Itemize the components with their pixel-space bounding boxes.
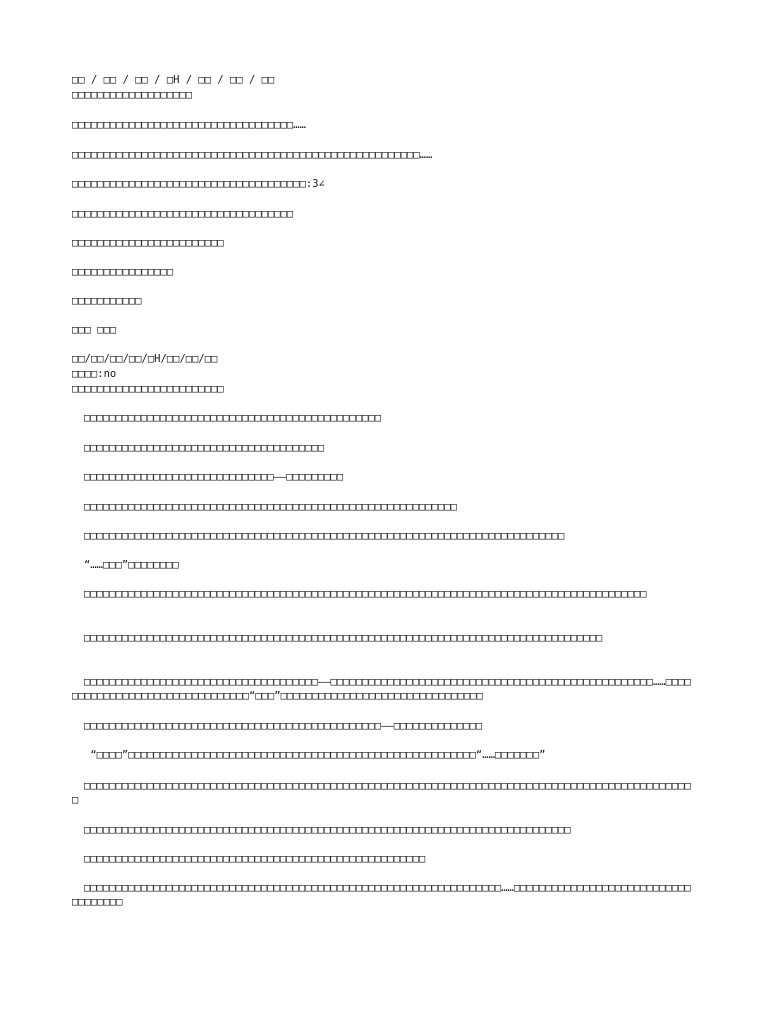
paragraph: “□□□□”□□□□□□□□□□□□□□□□□□□□□□□□□□□□□□□□□□□□□□□□□□□□□□□□□□□□□□□“……□□□□□□□” bbox=[84, 749, 546, 761]
subtitle: □□□□□□□□□□□□□□□□□□□□□□□□ bbox=[72, 383, 224, 395]
text-line: □□□□□□□□□□□ bbox=[72, 295, 142, 307]
paragraph: “……□□□”□□□□□□□□ bbox=[84, 559, 179, 571]
paragraph: □□□□□□□□□□□□□□□□□□□□□□□□□□□□□□□□□□□□□□□□□□□□□□□——□□□□□□□□□□□□□□ bbox=[84, 720, 483, 732]
paragraph: □□□□□□□□□□□□□□□□□□□□□□□□□□□□□□□□□□□□□——□□□□□□□□□□□□□□□□□□□□□□□□□□□□□□□□□□□□□□□□□□□□□□□□□□□……□□□□□□□□□□□□□□□□□□□□□□□□□□□□□□□□“□□□”□□□□□□□□□□□□□□□□□□□□□□□□□□□□□□□□ bbox=[72, 676, 691, 702]
paragraph: □□□□□□□□□□□□□□□□□□□□□□□□□□□□□□□□□□□□□□□□□□□□□□□□□□□□□□□□□□□□□□□□□□□□□□□□□□□□□□□□□□□□□□□□□ bbox=[84, 588, 647, 600]
text-line: □□□□□□□□□□□□□□□□□□□□□□□□□□□□□□□□□□□□□□□□□□□□□□□□□□□□□□□…… bbox=[72, 149, 433, 161]
tag-line: □□ / □□ / □□ / □H / □□ / □□ / □□ bbox=[72, 74, 275, 86]
paragraph: □□□□□□□□□□□□□□□□□□□□□□□□□□□□□□□□□□□□□□□□□□□□□□□□□□□□□□□□□□□□□□□□□□……□□□□□□□□□□□□□□□□□□□□□□□□□□□□□□□□□□□□ bbox=[72, 882, 691, 908]
text-line: □□□□□□□□□□□□□□□□□□□□□□□□□□□□□□□□□□□ bbox=[72, 208, 294, 220]
paragraph: □□□□□□□□□□□□□□□□□□□□□□□□□□□□□□□□□□□□□□□□□□□□□□□□□□□□□□□□□□□□□□□□□□□□□□□□□□□□□ bbox=[84, 824, 571, 836]
tag-line: □□/□□/□□/□□/□H/□□/□□/□□ bbox=[72, 353, 218, 365]
text-line: □□□ □□□ bbox=[72, 324, 117, 336]
paragraph: □□□□□□□□□□□□□□□□□□□□□□□□□□□□□□□□□□□□□□□□□□□□□□□□□□□□□□□□□□□□□□□□□□□□□□□□□□□□□□□□□□□□□□□□□□□□□□□□□ bbox=[72, 780, 691, 806]
paragraph: □□□□□□□□□□□□□□□□□□□□□□□□□□□□□□□□□□□□□□□□□□□□□□□□□□□□□□□□□□□□□□□□□□□□□□□□□□□□ bbox=[84, 530, 565, 542]
text-line: □□□□□□□□□□□□□□□□□□□□□□□□ bbox=[72, 237, 224, 249]
subtitle: □□□□□□□□□□□□□□□□□□□ bbox=[72, 89, 193, 101]
paragraph: □□□□□□□□□□□□□□□□□□□□□□□□□□□□□□□□□□□□□□□□□□□□□□□□□□□□□□□□□□□ bbox=[84, 501, 457, 513]
paragraph: □□□□□□□□□□□□□□□□□□□□□□□□□□□□□□□□□□□□□□□□□□□□□□□□□□□□□□ bbox=[84, 853, 426, 865]
text-line: □□□□□□□□□□□□□□□□□□□□□□□□□□□□□□□□□□□□□:3∠ bbox=[72, 178, 325, 190]
meta-line: □□□□:no bbox=[72, 368, 117, 380]
paragraph: □□□□□□□□□□□□□□□□□□□□□□□□□□□□□□——□□□□□□□□□ bbox=[84, 471, 344, 483]
text-line: □□□□□□□□□□□□□□□□□□□□□□□□□□□□□□□□□□□…… bbox=[72, 119, 306, 131]
paragraph: □□□□□□□□□□□□□□□□□□□□□□□□□□□□□□□□□□□□□□□□□□□□□□□□□□□□□□□□□□□□□□□□□□□□□□□□□□□□□□□□□□ bbox=[84, 632, 603, 644]
paragraph: □□□□□□□□□□□□□□□□□□□□□□□□□□□□□□□□□□□□□□□□□□□□□□□ bbox=[84, 412, 382, 424]
text-line: □□□□□□□□□□□□□□□□ bbox=[72, 266, 174, 278]
paragraph: □□□□□□□□□□□□□□□□□□□□□□□□□□□□□□□□□□□□□□ bbox=[84, 442, 325, 454]
